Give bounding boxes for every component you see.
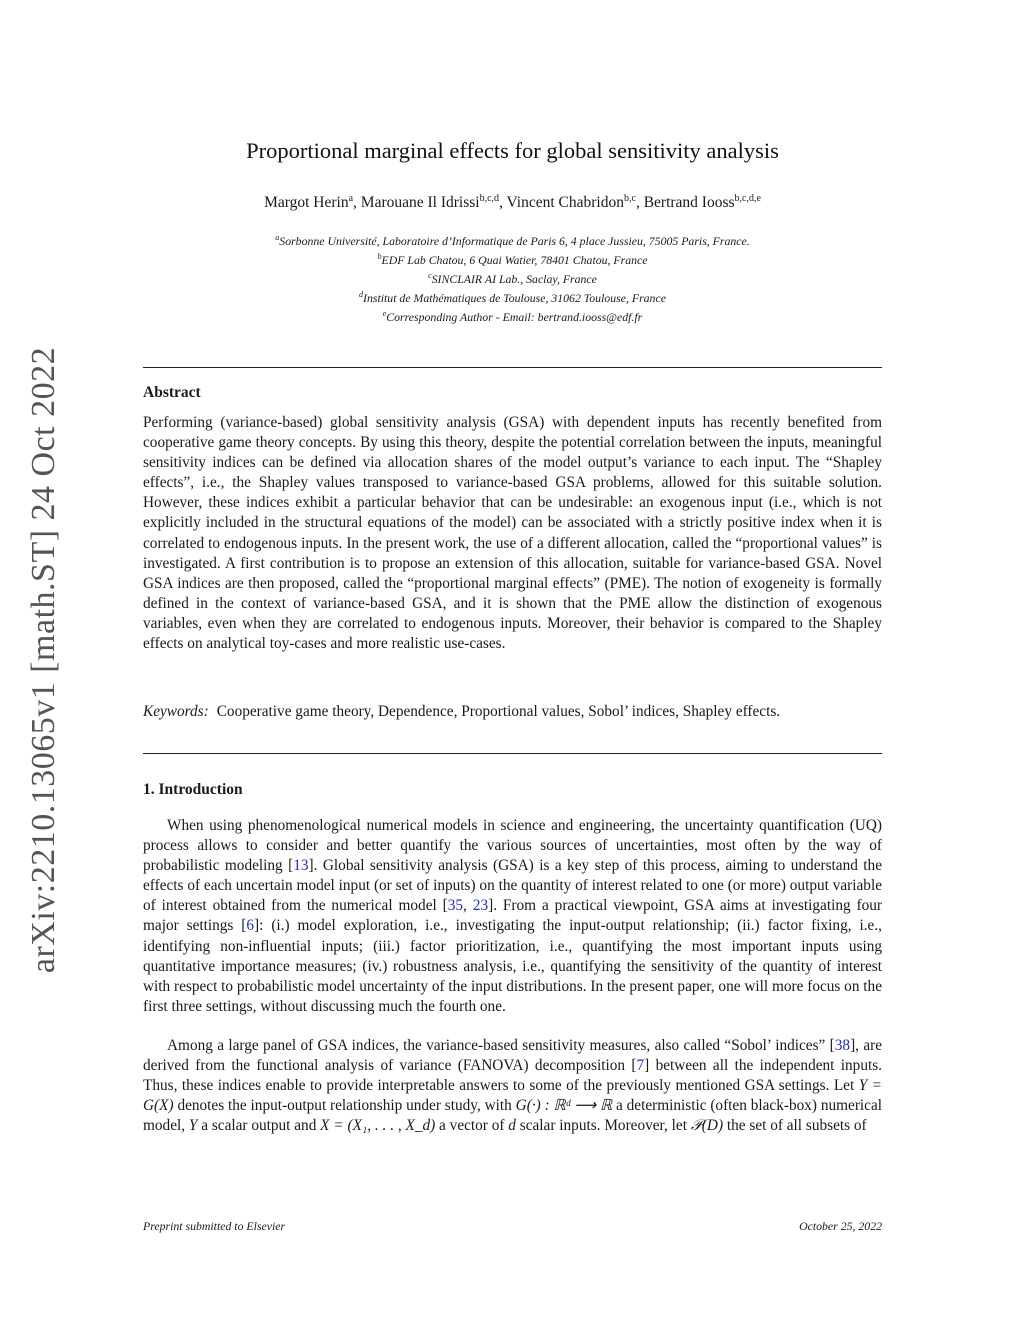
text-run: When using phenomenological numerical models in science and engineering, the uncertainty quantification (UQ) process allows to consider and better quantify the various sources of uncertainties, most often by the way of probabilistic modeling [ <box>143 817 882 875</box>
footer-date: October 25, 2022 <box>799 1219 882 1233</box>
keywords-text: Cooperative game theory, Dependence, Proportional values, Sobol’ indices, Shapley effects. <box>216 703 781 720</box>
text-run: ], are derived from the functional analysis of variance (FANOVA) decomposition [ <box>143 1037 882 1075</box>
affiliation-sup: b <box>377 251 382 261</box>
author-list: Margot Herin$^a$, Marouane Il Idrissi$^{b,c,d}$, Vincent Chabridon$^{b,c}$, Bertrand Iooss$^{b,c,d,e}$ <box>264 193 761 212</box>
author-name: Bertrand Iooss <box>643 194 735 212</box>
text-run: a vector of <box>435 1117 509 1135</box>
affiliation <box>143 268 882 287</box>
affiliation-text: Institut de Mathématiques de Toulouse, 31062 Toulouse, France <box>363 290 666 305</box>
arxiv-sidebar <box>14 340 74 980</box>
text-run: scalar inputs. Moreover, let <box>515 1117 691 1135</box>
text-run: ]: (i.) model exploration, i.e., investigating the input-output relationship; (ii.) factor fixing, i.e., identifying non-influential inputs; (iii.) factor prioritization, i.e., quantifying the most important inputs using quantitative importance measures; (iv.) robustness analysis, i.e., quantifying the sensitivity of the quantity of interest with respect to probabilistic model uncertainty of the input distributions. In the present paper, one will more focus on the first three settings, without discussing much the fourth one. <box>143 917 882 1015</box>
section-heading: 1. Introduction <box>143 781 243 798</box>
affiliation-text: Corresponding Author - Email: bertrand.iooss@edf.fr <box>386 309 643 324</box>
math-inline: G(·) : ℝᵈ ⟶ ℝ <box>515 1097 613 1115</box>
text-run: ]. Global sensitivity analysis (GSA) is a key step of this process, aiming to understand the effects of each uncertain model input (or set of inputs) on the quantity of interest related to one (or more) output variable of interest obtained from the numerical model [ <box>143 857 882 915</box>
math-inline: Y <box>188 1117 198 1135</box>
intro-paragraph-1 <box>143 816 882 1017</box>
text-run: denotes the input-output relationship under study, with <box>173 1097 516 1115</box>
citation-link[interactable]: 6 <box>246 917 255 935</box>
affiliation-list <box>143 230 882 325</box>
affiliation-sup: c <box>428 270 432 280</box>
math-inline: d <box>508 1117 516 1135</box>
affiliation <box>143 287 882 306</box>
author-name: Vincent Chabridon <box>506 194 624 212</box>
arxiv-identifier: arXiv:2210.13065v1 [math.ST] 24 Oct 2022 <box>25 346 62 974</box>
abstract-text: Performing (variance-based) global sensitivity analysis (GSA) with dependent inputs has recently benefited from cooperative game theory concepts. By using this theory, despite the potential correlation between the inputs, meaningful sensitivity indices can be defined via allocation shares of the model output’s variance to each input. The “Shapley effects”, i.e., the Shapley values transposed to variance-based GSA problems, allowed for this suitable solution. However, these indices exhibit a particular behavior that can be undesirable: an exogenous input (i.e., which is not explicitly included in the structural equations of the model) can be associated with a strictly positive index when it is correlated to endogenous inputs. In the present work, the use of a different allocation, called the “proportional values” is investigated. A first contribution is to propose an extension of this allocation, suitable for variance-based GSA. Novel GSA indices are then proposed, called the “proportional marginal effects” (PME). The notion of exogeneity is formally defined in the context of variance-based GSA, and it is shown that the PME allow the distinction of exogenous variables, even when they are correlated to endogenous inputs. Moreover, their behavior is compared to the Shapley effects on analytical toy-cases and more realistic use-cases. <box>143 414 882 653</box>
affiliation-sup: e <box>382 308 387 318</box>
affiliation-sup: a <box>275 233 280 242</box>
affiliation <box>143 249 882 268</box>
intro-paragraph-2 <box>143 1036 882 1136</box>
author-sup: b,c <box>624 193 636 204</box>
math-inline: 𝒫(D) <box>690 1117 724 1135</box>
affiliation-text: Sorbonne Université, Laboratoire d’Informatique de Paris 6, 4 place Jussieu, 75005 Paris, France. <box>279 233 750 248</box>
abstract-bottom-rule <box>143 753 882 754</box>
author-name: Margot Herin <box>264 194 349 212</box>
affiliation <box>143 306 882 325</box>
citation-link[interactable]: 13 <box>293 857 309 875</box>
text-run: ]. From a practical viewpoint, GSA aims at investigating four major settings [ <box>143 897 883 935</box>
keywords-label: Keywords: <box>143 703 209 720</box>
footer-preprint-note: Preprint submitted to Elsevier <box>143 1219 286 1233</box>
abstract-heading: Abstract <box>143 384 201 401</box>
citation-link[interactable]: 23 <box>472 897 489 915</box>
text-run: a scalar output and <box>197 1117 321 1135</box>
text-run: ] between all the independent inputs. Thus, these indices enable to provide interpretable answers to some of the previously mentioned GSA settings. Let <box>143 1057 882 1095</box>
citation-link[interactable]: 7 <box>636 1057 645 1075</box>
author-name: Marouane Il Idrissi <box>360 194 480 212</box>
affiliation-text: EDF Lab Chatou, 6 Quai Watier, 78401 Chatou, France <box>381 252 648 267</box>
text-run: a deterministic (often black-box) numerical model, <box>143 1097 882 1135</box>
affiliation-text: SINCLAIR AI Lab., Saclay, France <box>431 271 597 286</box>
affiliation <box>143 230 882 249</box>
paper-title: Proportional marginal effects for global sensitivity analysis <box>246 138 779 163</box>
math-inline: Y = G(X) <box>143 1077 882 1115</box>
author-sup: b,c,d <box>479 193 500 204</box>
text-run: Among a large panel of GSA indices, the variance-based sensitivity measures, also called “Sobol’ indices” [ <box>167 1037 835 1054</box>
affiliation-sup: d <box>359 289 364 299</box>
math-inline: X = (X₁, . . . , X_d) <box>320 1117 436 1135</box>
text-run: the set of all subsets of <box>723 1117 867 1135</box>
author-sup: a <box>348 193 354 204</box>
citation-link[interactable]: 38 <box>834 1037 851 1054</box>
citation-link[interactable]: 35 <box>447 897 464 915</box>
abstract-top-rule <box>143 367 882 368</box>
keywords <box>143 702 882 722</box>
author-sup: b,c,d,e <box>734 193 761 204</box>
text-run: , <box>463 897 473 915</box>
